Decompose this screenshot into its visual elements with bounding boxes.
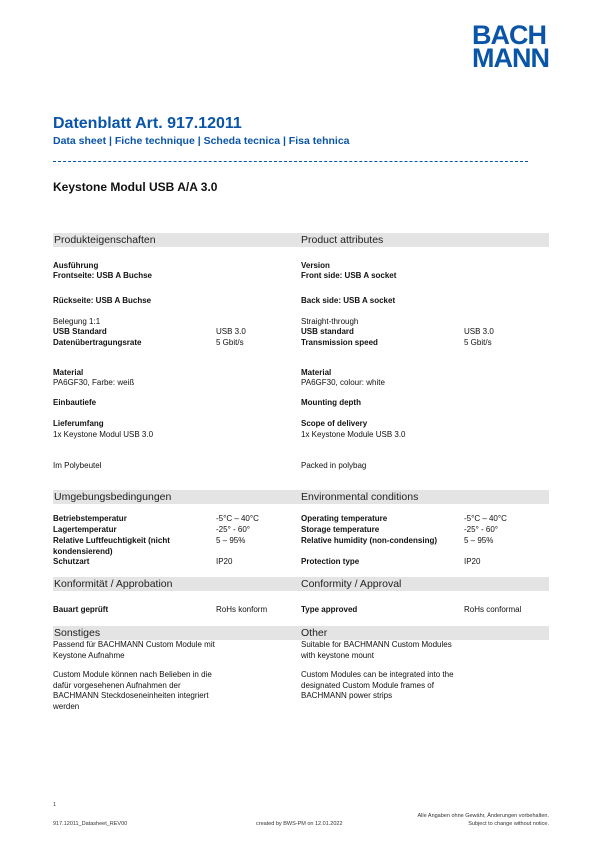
version-label-de: Ausführung [53, 261, 99, 270]
material-label-en: Material [301, 368, 332, 377]
rohs-value-de: RoHs konform [216, 605, 268, 614]
back-side-en: Back side: USB A socket [301, 296, 396, 305]
created-info: created by BWS-PM on 12.01.2022 [256, 821, 343, 827]
packaging-de: Im Polybeutel [53, 461, 102, 470]
section-header-other [53, 626, 549, 640]
custom-modules-de: Custom Module können nach Belieben in die dafür vorgesehenen Aufnahmen der BACHMANN Steckdoseneinheiten integriert werden [53, 670, 212, 711]
usb-standard-label-de: USB Standard [53, 327, 107, 336]
section-title-en: Conformity / Approval [301, 578, 402, 590]
scope-label-en: Scope of delivery [301, 419, 368, 428]
section-title-de: Konformität / Approbation [54, 578, 173, 590]
operating-temp-value-en: -5°C – 40°C [464, 514, 507, 523]
section-title-de: Produkteigenschaften [54, 234, 156, 246]
humidity-label-de: Relative Luftfeuchtigkeit (nicht kondensierend) [53, 536, 170, 556]
pinout-en: Straight-through [301, 317, 359, 326]
custom-modules-en: Custom Modules can be integrated into the designated Custom Module frames of BACHMANN power strips [301, 670, 454, 700]
version-label-en: Version [301, 261, 330, 270]
type-approved-label-en: Type approved [301, 605, 358, 614]
operating-temp-label-en: Operating temperature [301, 514, 388, 523]
protection-label-en: Protection type [301, 557, 360, 566]
data-rate-label-de: Datenübertragungsrate [53, 338, 142, 347]
material-value-de: PA6GF30, Farbe: weiß [53, 378, 135, 387]
rohs-value-en: RoHs conformal [464, 605, 522, 614]
humidity-value-de: 5 – 95% [216, 536, 246, 545]
page-title: Datenblatt Art. 917.12011 [53, 115, 242, 132]
storage-temp-label-en: Storage temperature [301, 525, 380, 534]
compatibility-en: Suitable for BACHMANN Custom Modules with keystone mount [301, 640, 452, 660]
disclaimer-en: Subject to change without notice. [468, 821, 549, 827]
protection-value-en: IP20 [464, 557, 481, 566]
usb-standard-label-en: USB standard [301, 327, 354, 336]
page-subtitle: Data sheet | Fiche technique | Scheda tecnica | Fisa tehnica [53, 135, 350, 147]
operating-temp-value-de: -5°C – 40°C [216, 514, 259, 523]
compatibility-de: Passend für BACHMANN Custom Module mit Keystone Aufnahme [53, 640, 215, 660]
protection-value-de: IP20 [216, 557, 233, 566]
logo-line-2: MANN [472, 43, 549, 73]
scope-value-de: 1x Keystone Modul USB 3.0 [53, 430, 154, 439]
section-title-en: Product attributes [301, 234, 384, 246]
storage-temp-label-de: Lagertemperatur [53, 525, 117, 534]
back-side-de: Rückseite: USB A Buchse [53, 296, 152, 305]
usb-standard-value-de: USB 3.0 [216, 327, 246, 336]
section-title-de: Umgebungsbedingungen [54, 491, 172, 503]
mounting-depth-label-en: Mounting depth [301, 398, 361, 407]
storage-temp-value-de: -25° - 60° [216, 525, 250, 534]
disclaimer-de: Alle Angaben ohne Gewähr, Änderungen vorbehalten. [417, 813, 549, 819]
humidity-label-en: Relative humidity (non-condensing) [301, 536, 438, 545]
section-header-product [53, 233, 549, 247]
section-header-environment [53, 490, 549, 504]
packaging-en: Packed in polybag [301, 461, 367, 470]
humidity-value-en: 5 – 95% [464, 536, 494, 545]
section-title-en: Environmental conditions [301, 491, 419, 503]
protection-label-de: Schutzart [53, 557, 90, 566]
data-rate-value-de: 5 Gbit/s [216, 338, 244, 347]
usb-standard-value-en: USB 3.0 [464, 327, 494, 336]
storage-temp-value-en: -25° - 60° [464, 525, 498, 534]
header-divider [53, 161, 528, 162]
operating-temp-label-de: Betriebstemperatur [53, 514, 127, 523]
logo-line-1: BACH [472, 20, 546, 50]
section-title-de: Sonstiges [54, 627, 101, 639]
material-value-en: PA6GF30, colour: white [301, 378, 385, 387]
scope-value-en: 1x Keystone Module USB 3.0 [301, 430, 406, 439]
type-approved-label-de: Bauart geprüft [53, 605, 109, 614]
product-name: Keystone Modul USB A/A 3.0 [53, 180, 218, 194]
front-side-en: Front side: USB A socket [301, 271, 397, 280]
bachmann-logo [472, 20, 549, 73]
page-number: 1 [53, 802, 57, 808]
data-rate-label-en: Transmission speed [301, 338, 378, 347]
section-header-conformity [53, 577, 549, 591]
material-label-de: Material [53, 368, 84, 377]
scope-label-de: Lieferumfang [53, 419, 104, 428]
pinout-de: Belegung 1:1 [53, 317, 101, 326]
data-rate-value-en: 5 Gbit/s [464, 338, 492, 347]
section-title-en: Other [301, 627, 328, 639]
mounting-depth-label-de: Einbautiefe [53, 398, 97, 407]
front-side-de: Frontseite: USB A Buchse [53, 271, 152, 280]
document-id: 917.12011_Datasheet_REV00 [53, 821, 128, 827]
